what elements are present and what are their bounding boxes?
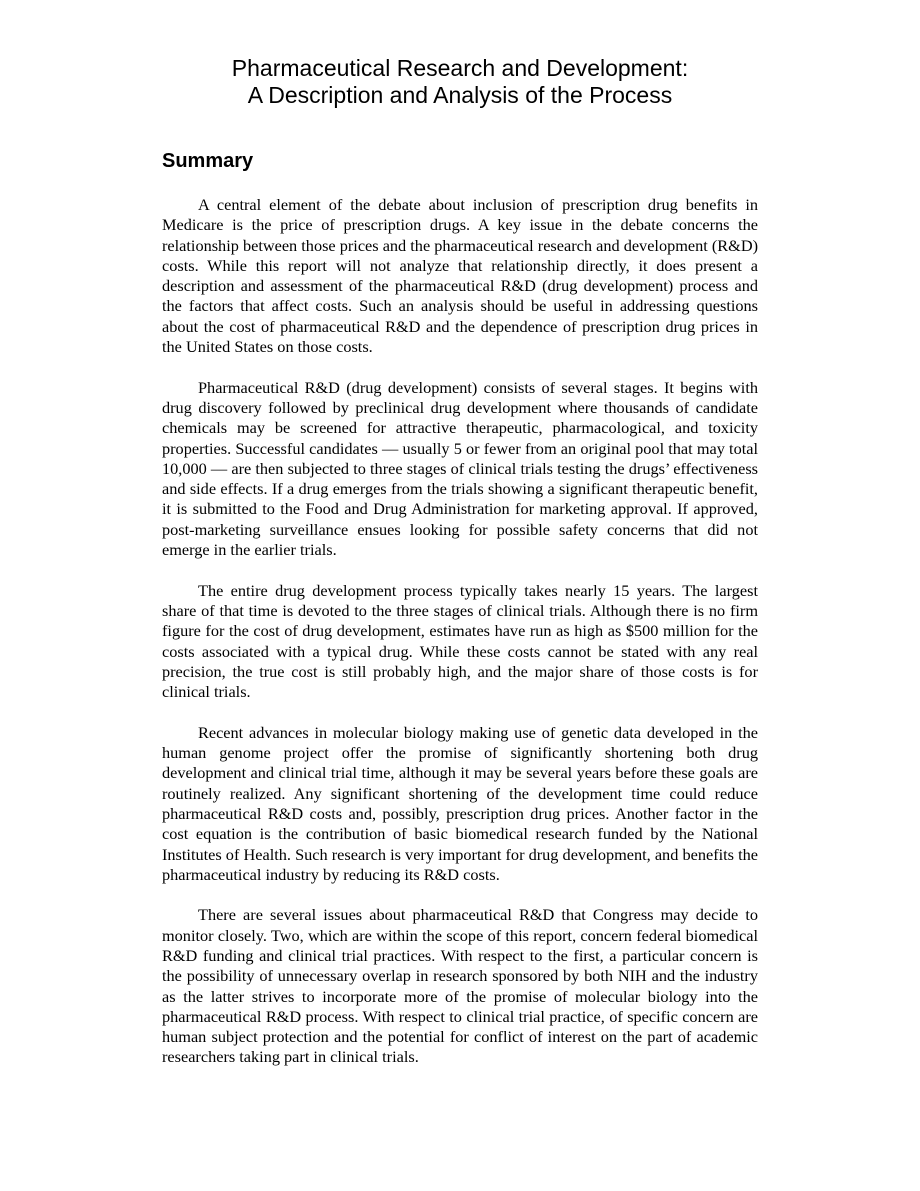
- summary-body: [162, 195, 758, 1088]
- document-title: [0, 55, 920, 109]
- paragraph-1: A central element of the debate about inclusion of prescription drug benefits in Medicare is the price of prescription drugs. A key issue in the debate concerns the relationship between those prices and the pharmaceutical research and development (R&D) costs. While this report will not analyze that relationship directly, it does present a description and assessment of the pharmaceutical R&D (drug development) process and the factors that affect costs. Such an analysis should be useful in addressing questions about the cost of pharmaceutical R&D and the dependence of prescription drug prices in the United States on those costs.: [162, 195, 758, 357]
- paragraph-2: Pharmaceutical R&D (drug development) consists of several stages. It begins with drug discovery followed by preclinical drug development where thousands of candidate chemicals may be screened for attractive therapeutic, pharmacological, and toxicity properties. Successful candidates — usually 5 or fewer from an original pool that may total 10,000 — are then subjected to three stages of clinical trials testing the drugs’ effectiveness and side effects. If a drug emerges from the trials showing a significant therapeutic benefit, it is submitted to the Food and Drug Administration for marketing approval. If approved, post-marketing surveillance ensues looking for possible safety concerns that did not emerge in the earlier trials.: [162, 377, 758, 560]
- paragraph-3: The entire drug development process typically takes nearly 15 years. The largest share of that time is devoted to the three stages of clinical trials. Although there is no firm figure for the cost of drug development, estimates have run as high as $500 million for the costs associated with a typical drug. While these costs cannot be stated with any real precision, the true cost is still probably high, and the major share of those costs is for clinical trials.: [162, 580, 758, 702]
- paragraph-5: There are several issues about pharmaceutical R&D that Congress may decide to monitor closely. Two, which are within the scope of this report, concern federal biomedical R&D funding and clinical trial practices. With respect to the first, a particular concern is the possibility of unnecessary overlap in research sponsored by both NIH and the industry as the latter strives to incorporate more of the promise of molecular biology into the pharmaceutical R&D process. With respect to clinical trial practice, of specific concern are human subject protection and the potential for conflict of interest on the part of academic researchers taking part in clinical trials.: [162, 905, 758, 1067]
- title-line-2: A Description and Analysis of the Process: [247, 82, 673, 108]
- paragraph-4: Recent advances in molecular biology making use of genetic data developed in the human genome project offer the promise of significantly shortening both drug development and clinical trial time, although it may be several years before these goals are routinely realized. Any significant shortening of the development time could reduce pharmaceutical R&D costs and, possibly, prescription drug prices. Another factor in the cost equation is the contribution of basic biomedical research funded by the National Institutes of Health. Such research is very important for drug development, and benefits the pharmaceutical industry by reducing its R&D costs.: [162, 722, 758, 884]
- section-heading-summary: Summary: [162, 150, 254, 172]
- title-line-1: Pharmaceutical Research and Development:: [231, 55, 689, 81]
